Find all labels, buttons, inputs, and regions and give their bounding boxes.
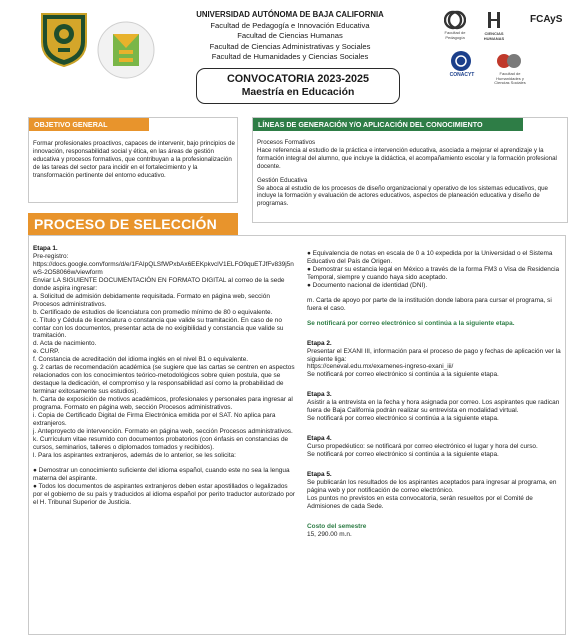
prereg-label: Pre-registro: [33,252,69,260]
proceso-heading: PROCESO DE SELECCIÓN [28,213,238,235]
linea-title: Gestión Educativa [257,176,308,184]
faculty-line: Facultad de Pedagogía e Innovación Educativa [210,20,370,30]
convocatoria-subtitle: Maestría en Educación [241,87,355,98]
etapa2-text: Presentar el EXANI III, información para el proceso de pago y fechas de aplicación ver la siguiente liga: [307,347,561,363]
etapa4-text: Curso propedéutico: se notificará por correo electrónico el lugar y hora del curso. [307,443,538,451]
requirement-item: j. Anteproyecto de intervención. Formato en página web, sección Procesos administrativos. [33,427,293,435]
costo-title: Costo del semestre [307,522,367,530]
green-notice: Se notificará por correo electrónico si continúa a la siguiente etapa. [307,319,515,327]
requirement-item: c. Título y Cédula de licenciatura o constancia que valide su tramitación. En caso de no contar con los documentos, presentar acta de no exigibilidad y constancia que valide su tramitación. [33,316,284,340]
requirement-item: i. Copia de Certificado Digital de Firma Electrónica emitida por el SAT. No aplica para extranjeros. [33,412,276,427]
objetivo-text: Formar profesionales proactivos, capaces de intervenir, bajo principios de innovación, responsabilidad social y ética, en las áreas de gestión educativa y procesos formativos, que contribuyan a la profesionalización de las tareas del sector para incidir en el fortalecimiento y la transformación pertinente del entorno educativo. [33,140,235,180]
etapa3-title: Etapa 3. [307,391,332,399]
etapa5-title: Etapa 5. [307,471,332,479]
pedagogia-logo [444,10,466,30]
fhycs-caption: Facultad de Humanidades y Ciencias Sociales [494,71,526,86]
requirement-item: d. Acta de nacimiento. [33,340,97,348]
etapa2-link[interactable]: https://ceneval.edu.mx/examenes-ingreso-exani_iii/ [307,363,454,371]
proceso-left-column [33,245,295,507]
conacyt-caption: CONACYT [449,72,475,78]
fhycs-logo [496,52,522,70]
maestria-educacion-logo [95,20,157,80]
costo-value: 15, 290.00 m.n. [307,530,352,538]
etapa1-title: Etapa 1. [33,245,58,252]
etapa4-title: Etapa 4. [307,435,332,443]
requirement-item-m: m. Carta de apoyo por parte de la institución donde labora para cursar el programa, si fuera el caso. [307,296,552,312]
convocatoria-title: CONVOCATORIA 2023-2025 [226,73,369,85]
fcays-logo: FCAyS [530,14,563,25]
linea-title: Procesos Formativos [257,139,316,146]
partner-logos [438,10,578,100]
linea-text: Se aboca al estudio de los procesos de diseño organizacional y operativo de los sistemas educativos, que incluye la formación y evaluación de actores educativos, aspectos de planeación educativa y diseño de programas. [257,184,548,208]
requirement-item: f. Constancia de acreditación del idioma inglés en el nivel B1 o equivalente. [33,356,249,364]
ciencias-humanas-caption: CIENCIAS HUMANAS [483,31,505,41]
requirement-item: k. Currículum vitae resumido con documentos probatorios (con énfasis en constancias de cursos, seminarios, talleres o diplomados tomados y recibidos). [33,435,289,451]
requirement-item: e. CURP. [33,348,60,356]
foreign-requirement: ● Equivalencia de notas en escala de 0 a 10 expedida por la Universidad o el Sistema Educativo del País de Origen. [307,250,553,265]
proceso-right-column [307,250,561,539]
enviar-text: Enviar LA SIGUIENTE DOCUMENTACIÓN EN FORMATO DIGITAL al correo de la sede donde aspira ingresar: [33,276,285,292]
etapa3-notice: Se notificará por correo electrónico si continúa a la siguiente etapa. [307,415,499,423]
requirement-item: b. Certificado de estudios de licenciatura con promedio mínimo de 80 o equivalente. [33,308,273,316]
etapa4-notice: Se notificará por correo electrónico si continúa a la siguiente etapa. [307,451,499,459]
requirement-item: g. 2 cartas de recomendación académica (se sugiere que las cartas se centren en aspectos relacionados con los conocimientos teórico-metodológicos sobre quien postula, que se destaque la dedicación, el compromiso y la responsabilidad así como la probabilidad de terminar exitosamente sus estudios). [33,364,295,396]
linea-text: Hace referencia al estudio de la práctica e intervención educativa, asociada a mejorar el aprendizaje y la formación integral del alumno, que incluye la didáctica, el acompañamiento escolar y la formación profesional docente. [257,146,557,170]
etapa3-text: Asistir a la entrevista en la fecha y hora asignada por correo. Los aspirantes que radican fuera de Baja California podrán realizar su entrevista en modalidad virtual. [307,399,560,415]
requirement-item: l. Para los aspirantes extranjeros, además de lo anterior, se les solicita: [33,451,236,459]
prereg-link[interactable]: https://docs.google.com/forms/d/e/1FAIpQLSfWPxbAx6EEKpkvclV1ELFO9quETJfFv839j5nwS-2O58066w/viewform [33,260,294,276]
foreign-requirement: ● Demostrar su estancia legal en México a través de la forma FM3 o Visa de Residencia Temporal, siempre y cuando haya sido aceptado. [307,265,560,281]
proceso-box [28,235,566,635]
etapa5-text: Se publicarán los resultados de los aspirantes aceptados para ingresar al programa, en página web y por notificación de correo electrónico. [307,479,557,494]
faculty-line: Facultad de Ciencias Humanas [237,31,343,41]
etapa5-text-2: Los puntos no previstos en esta convocatoria, serán resueltos por el Comité de Admisiones de cada Sede. [307,494,533,510]
requirement-item: a. Solicitud de admisión debidamente requisitada. Formato en página web, sección Procesos administrativos. [33,292,270,308]
conacyt-logo [450,50,472,72]
pedagogia-caption: Facultad de Pedagogía [444,30,466,40]
faculty-line: Facultad de Ciencias Administrativas y Sociales [209,41,371,51]
foreign-requirement: ● Documento nacional de identidad (DNI). [307,281,428,289]
objetivo-general-box [28,117,238,203]
requirement-item: h. Carta de exposición de motivos académicos, profesionales y personales para ingresar al programa. Formato en página web, sección Procesos administrativos. [33,396,293,412]
convocatoria-box [196,68,400,104]
university-name: UNIVERSIDAD AUTÓNOMA DE BAJA CALIFORNIA [196,10,384,19]
institution-header [160,10,420,63]
lineas-box [252,117,568,223]
etapa2-notice: Se notificará por correo electrónico si continúa a la siguiente etapa. [307,371,499,379]
foreign-requirement: ● Demostrar un conocimiento suficiente del idioma español, cuando este no sea la lengua materna del aspirante. [33,466,290,482]
ciencias-humanas-logo [486,10,502,30]
faculty-line: Facultad de Humanidades y Ciencias Sociales [211,52,369,62]
foreign-requirement: ● Todos los documentos de aspirantes extranjeros deben estar apostillados o legalizados por el gobierno de su país y traducidos al idioma español por perito traductor autorizado por el H. Tribunal Superior de Justicia. [33,482,295,506]
uabc-shield-logo [38,8,90,68]
objetivo-heading: OBJETIVO GENERAL [29,118,149,131]
etapa2-title: Etapa 2. [307,339,332,347]
lineas-heading: LÍNEAS DE GENERACIÓN Y/O APLICACIÓN DEL CONOCIMIENTO [253,118,523,131]
